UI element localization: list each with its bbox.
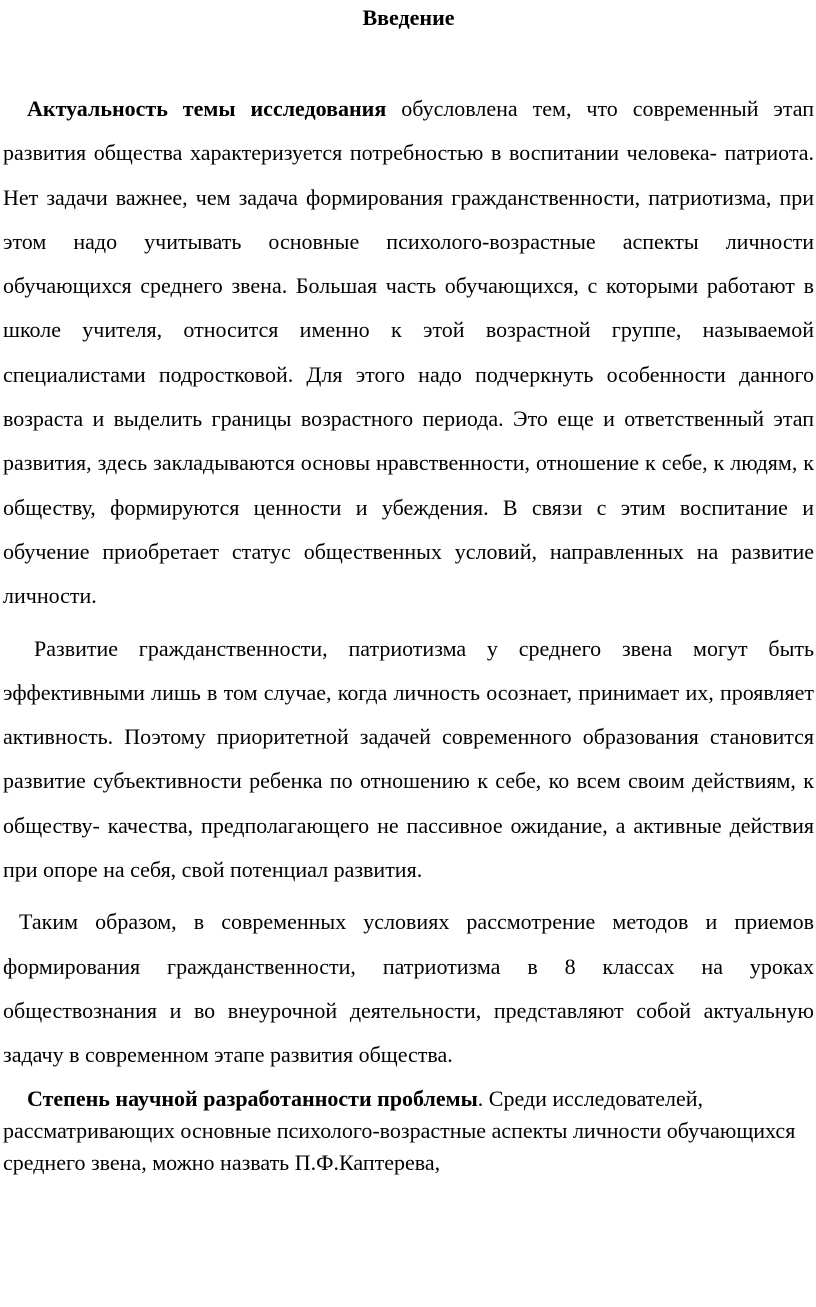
relevance-text: обусловлена тем, что современный этап развития общества характеризуется потребностью в воспитании человека- патриота. Нет задачи важнее, чем задача формирования гражданственности, патриотизма, при этом надо учитывать основные психолого-возрастные аспекты личности обучающихся среднего звена. Большая часть обучающихся, с которыми работают в школе учителя, относится именно к этой возрастной группе, называемой специалистами подростковой. Для этого надо подчеркнуть особенности данного возраста и выделить границы возрастного периода. Это еще и ответственный этап развития, здесь закладываются основы нравственности, отношение к себе, к людям, к обществу, формируются ценности и убеждения. В связи с этим воспитание и обучение приобретает статус общественных условий, направленных на развитие личности.	[3, 96, 815, 609]
paragraph-conclusion	[3, 900, 814, 1077]
paragraph-relevance	[3, 87, 814, 619]
research-degree-text: . Среди исследователей, рассматривающих основные психолого-возрастные аспекты личности обучающихся среднего звена, можно назвать П.Ф.Каптерева,	[3, 1085, 796, 1175]
relevance-heading: Актуальность темы исследования	[27, 96, 387, 121]
document-title: Введение	[362, 5, 455, 30]
paragraph-development	[3, 627, 814, 893]
paragraph-research-degree	[3, 1083, 814, 1179]
development-text: Развитие гражданственности, патриотизма у среднего звена могут быть эффективными лишь в том случае, когда личность осознает, принимает их, проявляет активность. Поэтому приоритетной задачей современного образования становится развитие субъективности ребенка по отношению к себе, ко всем своим действиям, к обществу- качества, предполагающего не пассивное ожидание, а активные действия при опоре на себя, свой потенциал развития.	[3, 635, 814, 883]
research-degree-heading: Степень научной разработанности проблемы	[27, 1085, 478, 1111]
conclusion-text: Таким образом, в современных условиях рассмотрение методов и приемов формирования гражданственности, патриотизма в 8 классах на уроках обществознания и во внеурочной деятельности, представляют собой актуальную задачу в современном этапе развития общества.	[3, 909, 814, 1068]
